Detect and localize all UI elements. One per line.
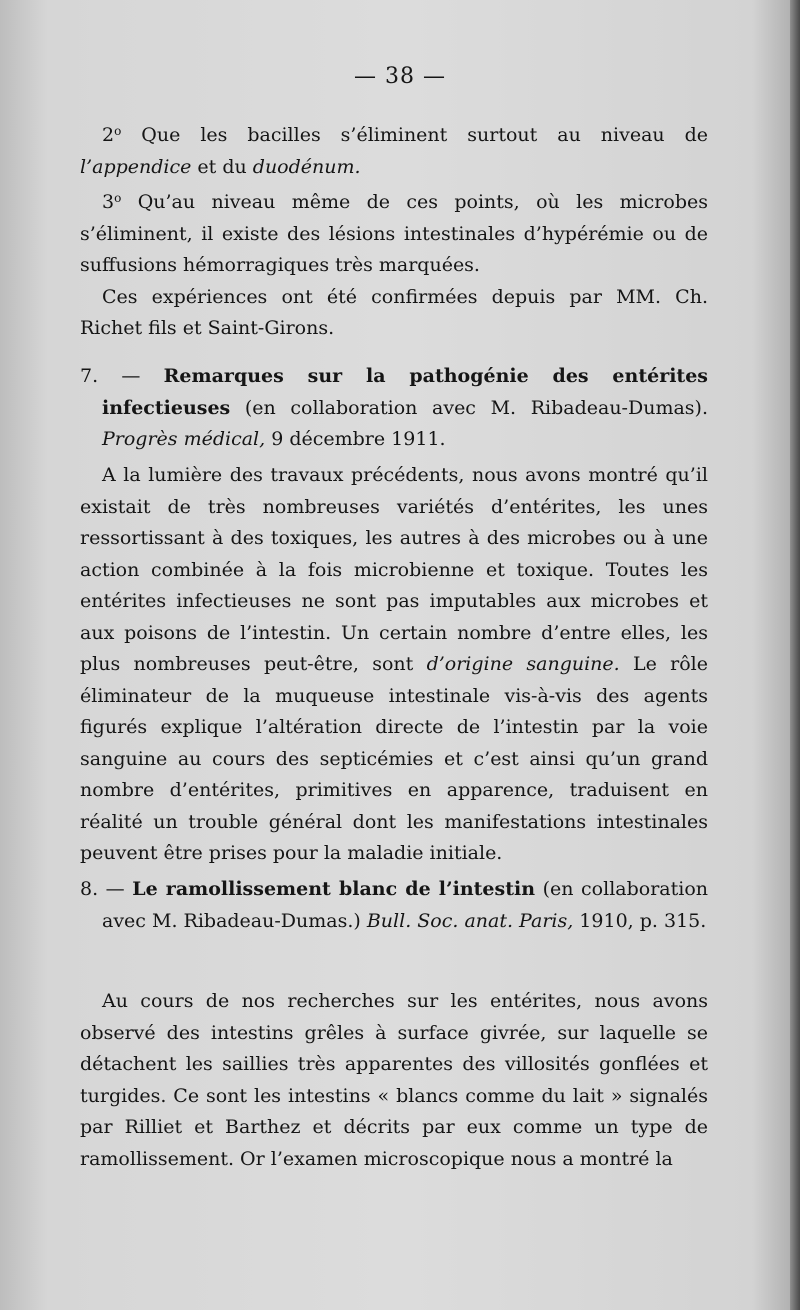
text: Au cours de nos recherches sur les entérites, nous avons observé des intestins grêles à surface givrée, sur laquelle se détachent les saillies très apparentes des villosités gonflées et turgides. Ce sont les intestins « blancs comme du lait » signalés par Rilliet et Barthez et décrits par eux comme un type de ramollissement. Or l’examen microscopique nous a montré la [80,990,708,1170]
page-edge-shadow [790,0,800,1310]
bibliography-entry-8 [80,874,708,937]
text: et du [191,155,253,178]
text: A la lumière des travaux précédents, nous avons montré qu’il existait de très nombreuses variétés d’entérites, les unes ressortissant à des toxiques, les autres à des microbes ou à une action combinée à la fois microbienne et toxique. Toutes les entérites infectieuses ne sont pas imputables aux microbes et aux poisons de l’intestin. Un certain nombre d’entre elles, les plus nombreuses peut-être, sont [80,464,708,675]
item-number: 3 [102,191,115,213]
italic-term: d’origine sanguine. [426,653,620,675]
text: Qu’au niveau même de ces points, où les microbes s’éliminent, il existe des lésions intestinales d’hypérémie ou de suffusions hémorragiques très marquées. [80,191,708,276]
conclusions-list [80,116,708,345]
entry-journal: Bull. Soc. anat. Paris, [366,909,574,932]
bibliography-entry-7 [80,361,708,456]
summary-paragraph-8 [80,986,708,1175]
text: Que les bacilles s’éliminent surtout au niveau de [121,124,708,146]
ordinal-sup: o [114,191,122,205]
entry-title: Remarques sur la pathogénie des entérites infectieuses [102,365,708,419]
entry-number: 7. — [80,365,164,387]
entry-date: 9 décembre 1911. [265,428,446,450]
entry-reference: 1910, p. 315. [573,909,707,932]
italic-term: l’appendice [80,155,192,178]
conclusion-2 [80,116,708,183]
entry-title: Le ramollissement blanc de l’intestin [132,878,536,900]
text: Le rôle éliminateur de la muqueuse intestinale vis-à-vis des agents figurés explique l’altération directe de l’intestin par la voie sanguine au cours des septicémies et c’est ainsi qu’un grand nombre d’entérites, primitives en apparence, traduisent en réalité un trouble général dont les manifestations intestinales peuvent être prises pour la maladie initiale. [80,653,708,864]
confirmation-paragraph: Ces expériences ont été confirmées depuis par MM. Ch. Richet fils et Saint-Girons. [80,285,708,339]
conclusion-3 [80,183,708,282]
ordinal-sup: o [114,124,122,138]
item-number: 2 [102,124,115,146]
summary-paragraph-7 [80,460,708,870]
page-number: — 38 — [354,64,446,89]
entry-journal: Progrès médical, [102,428,266,450]
entry-collaboration: (en collaboration avec M. Ribadeau-Dumas). [230,396,708,419]
entry-collaboration: (en collaboration avec M. Ribadeau-Dumas.) [102,878,708,932]
entry-number: 8. — [80,878,133,900]
italic-term: duodénum. [252,155,361,178]
